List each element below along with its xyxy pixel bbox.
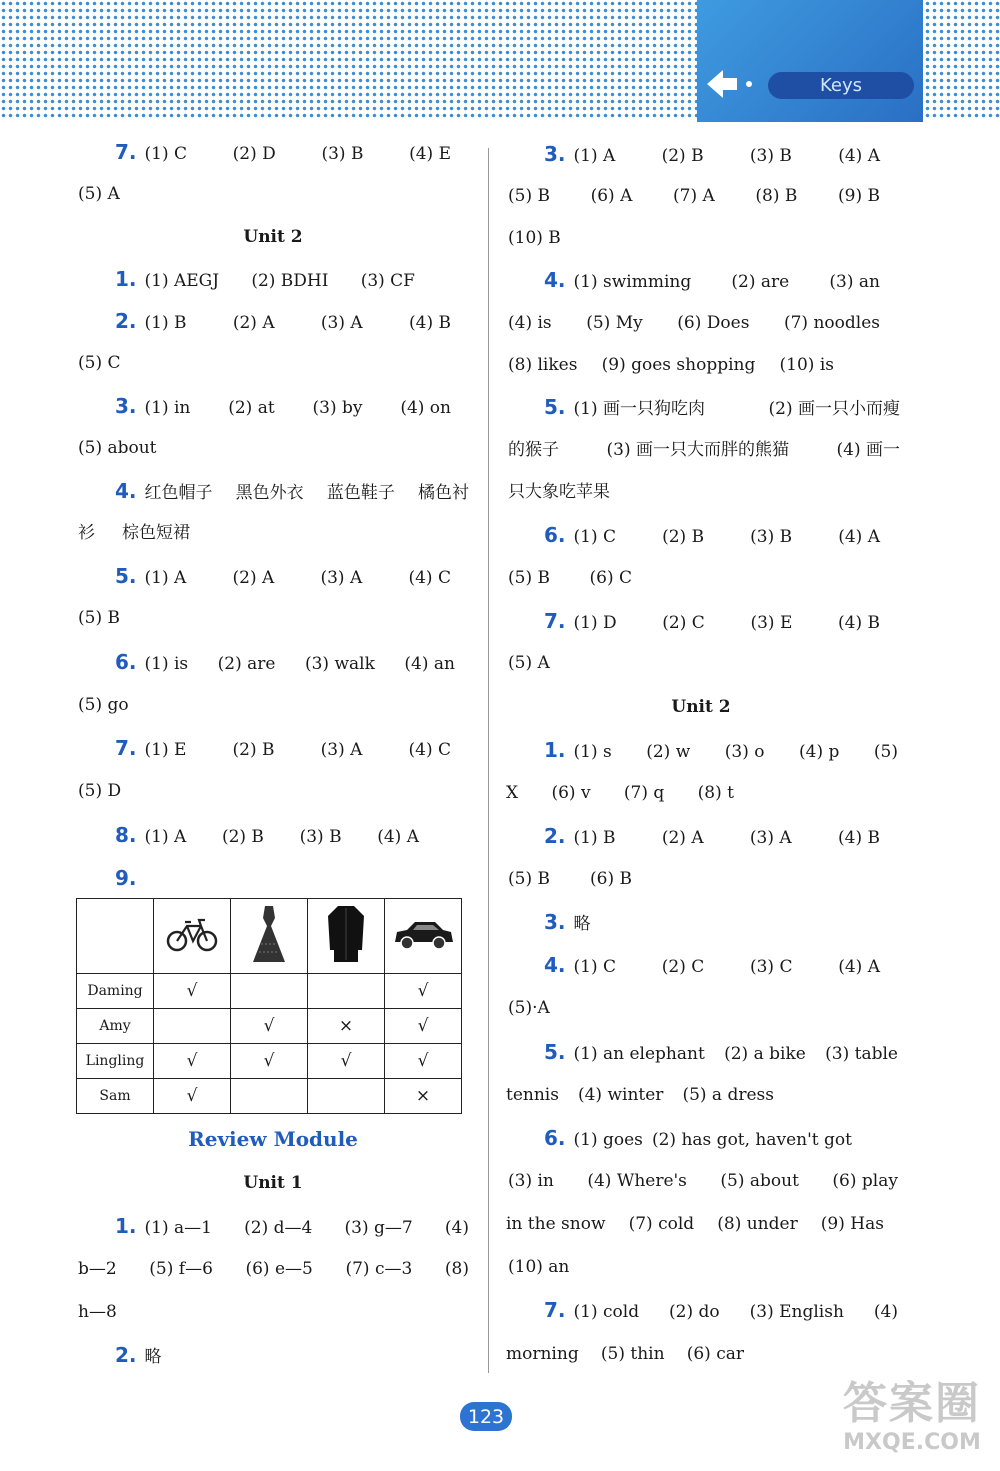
answer: (5) about [720,1171,799,1191]
answer: (2) A [232,313,275,333]
answer: (8) t [697,783,734,803]
right-u6-line1 [544,1126,852,1152]
answer: (6) C [589,568,632,588]
right-u1-line2 [506,781,734,805]
question-number: 6. [544,523,566,547]
answer: (4) A [838,957,880,977]
unit-heading: Unit 2 [243,227,303,247]
answer: (6) B [590,869,632,889]
answer: (2) C [662,613,705,633]
answer: (4) winter [577,1085,664,1105]
answer: (4) [444,1218,469,1238]
answer: 略 [144,1347,162,1367]
answer: (5) a dress [682,1085,774,1105]
answer: (5) [873,742,898,762]
answer: (4) B [838,828,880,848]
answer: 略 [573,914,591,934]
question-number: 9. [115,866,137,890]
answer: X [506,783,519,803]
question-number: 3. [115,394,137,418]
right-u4-line2 [508,996,550,1020]
right-q3-line2 [508,184,880,208]
unit-heading: Unit 2 [671,697,731,717]
answer: (2) has got, haven't got [651,1130,852,1150]
answer: (1) C [573,527,617,547]
answer: (2) are [731,272,790,292]
mark-cell [231,1079,308,1114]
answer: (5) B [508,568,550,588]
answer: (2) A [232,568,275,588]
answer: (1) 画一只狗吃肉 [573,399,705,419]
right-u1-line1 [544,738,898,764]
left-q7-line1 [115,140,451,166]
left-q4-line2 [78,521,190,545]
right-q3-line3 [508,226,561,250]
question-number: 2. [115,309,137,333]
mark-cell: × [385,1079,462,1114]
answer: (8) [444,1259,469,1279]
left-r1-line3 [78,1300,117,1324]
question-number: 6. [544,1126,566,1150]
answer: 只大象吃苹果 [508,482,610,502]
mark-cell [231,974,308,1009]
answer: (4) Where's [587,1171,687,1191]
answer: (4) 画一 [836,440,900,460]
question-number: 4. [544,268,566,292]
back-arrow-icon[interactable] [703,66,755,102]
mark-cell: √ [308,1044,385,1079]
question-number: 5. [544,1040,566,1064]
right-q5-line1 [544,395,900,421]
right-q4-line2 [508,311,880,335]
question-number: 5. [115,564,137,588]
answer: (3) B [750,527,793,547]
answer: 蓝色鞋子 [326,483,395,503]
answer: (4) [873,1302,898,1322]
answer: (3) A [749,828,792,848]
mark-cell [154,1009,231,1044]
answer: (1) goes [573,1130,643,1150]
right-q4-line1 [544,268,880,294]
answer: (1) AEGJ [144,271,220,291]
right-q6-line2 [508,566,632,590]
row-name: Lingling [77,1044,154,1079]
answer: b—2 [78,1259,117,1279]
mark-cell [308,1079,385,1114]
keys-panel [697,0,923,122]
answer: (3) B [321,144,364,164]
watermark-url: MXQE.COM [843,1430,981,1455]
answer: (2) A [661,828,704,848]
answer: (1) B [573,828,616,848]
answer: (2) 画一只小而瘦 [768,399,900,419]
answer: (5) A [78,184,120,204]
answer: (7) c—3 [345,1259,413,1279]
right-u2-line1 [544,824,880,850]
answer: (1) a—1 [144,1218,212,1238]
answer: (2) B [661,146,704,166]
answer: (5)·A [508,998,550,1018]
answer: (3) by [312,398,363,418]
column-divider [488,148,489,1373]
answer: (7) noodles [783,313,880,333]
answer: (7) q [623,783,665,803]
right-u5-line1 [544,1040,898,1066]
right-q5-line2 [508,438,900,462]
table-header-car [385,899,462,974]
answer: (5) about [78,438,157,458]
answer: (9) B [838,186,880,206]
answer: 的猴子 [508,440,559,460]
answer: 衫 [78,523,95,543]
question-number: 8. [115,823,137,847]
left-q7b-line2 [78,779,121,803]
mark-cell: √ [385,1009,462,1044]
question-number: 2. [544,824,566,848]
left-q5-line1 [115,564,451,590]
answer: (3) A [320,740,363,760]
answer: (9) goes shopping [601,355,756,375]
question-number: 7. [115,140,137,164]
answer: (3) E [750,613,793,633]
question-number: 4. [544,953,566,977]
right-q7-line2 [508,651,550,675]
answer: (6) Does [677,313,750,333]
right-u6-line3 [506,1212,884,1236]
answer: (7) cold [628,1214,695,1234]
right-q6-line1 [544,523,880,549]
table-row [77,1044,462,1079]
answer: (4) A [377,827,419,847]
left-q7b-line1 [115,736,451,762]
question-number: 1. [115,267,137,291]
answer: (3) CF [360,271,415,291]
question-number: 2. [115,1343,137,1367]
answer: (2) B [662,527,705,547]
answer: (5) My [586,313,643,333]
answer: (3) an [829,272,880,292]
right-u6-line2 [508,1169,898,1193]
answer: (3) o [724,742,765,762]
right-u3-line1 [544,910,591,936]
right-u7-line1 [544,1298,898,1324]
answer: (4) E [409,144,451,164]
left-q6-line1 [115,650,455,676]
answer: (1) A [573,146,616,166]
answer: (3) English [749,1302,844,1322]
answer: (4) on [400,398,451,418]
watermark-text: 答案圈 [843,1378,981,1429]
keys-label: Keys [768,72,914,99]
right-u6-line4 [508,1255,569,1279]
answer: (1) swimming [573,272,692,292]
answer: (2) w [646,742,691,762]
left-q2-line2 [78,351,121,375]
answer: (6) car [686,1344,744,1364]
answer: (3) B [749,146,792,166]
table-row [77,974,462,1009]
answer: (1) C [144,144,188,164]
mark-cell: √ [231,1044,308,1079]
left-q7-line2 [78,182,120,206]
answer: (6) play [832,1171,898,1191]
answer: (5) C [78,353,121,373]
answer: (8) under [717,1214,798,1234]
answer: (10) B [508,228,561,248]
answer: (3) in [508,1171,554,1191]
answer: (4) an [404,654,455,674]
dress-icon [249,904,289,964]
answer: 棕色短裙 [122,523,190,543]
answer: (5) f—6 [149,1259,213,1279]
question-number: 6. [115,650,137,674]
question-number: 3. [544,910,566,934]
left-q5-line2 [78,606,120,630]
answer: (9) Has [820,1214,884,1234]
answer: (3) table [825,1044,898,1064]
left-q3-line1 [115,394,451,420]
answer: (1) A [144,827,187,847]
mark-cell [308,974,385,1009]
answer: (5) B [508,186,550,206]
question-number: 7. [544,609,566,633]
row-name: Daming [77,974,154,1009]
answer: (6) e—5 [245,1259,313,1279]
table-header-bicycle [154,899,231,974]
answer: in the snow [506,1214,606,1234]
mark-cell: √ [385,974,462,1009]
answer: (2) C [661,957,705,977]
answer: (3) walk [304,654,375,674]
table-header-coat [308,899,385,974]
answer: (1) cold [573,1302,640,1322]
answer: (4) p [799,742,840,762]
question-number: 1. [115,1214,137,1238]
answer: (2) B [232,740,275,760]
review-module-title: Review Module [188,1127,358,1151]
answer: (2) D [232,144,276,164]
mark-cell: √ [154,1079,231,1114]
left-q9-label [115,866,145,890]
answer: (2) BDHI [251,271,329,291]
answer: (2) are [217,654,276,674]
answer: h—8 [78,1302,117,1322]
answer: (4) C [408,740,451,760]
answer: (5) B [78,608,120,628]
answer: (1) A [144,568,187,588]
left-q4-line1 [115,479,469,505]
right-q3-line1 [544,142,880,168]
table-row [77,1009,462,1044]
mark-cell: √ [154,974,231,1009]
answer: (1) is [144,654,189,674]
right-u7-line2 [506,1342,744,1366]
answer: (4) B [409,313,451,333]
watermark [832,1378,992,1468]
answer: (4) C [408,568,451,588]
question-number: 1. [544,738,566,762]
answer: (2) a bike [724,1044,806,1064]
answer: (1) an elephant [573,1044,705,1064]
left-q8-line1 [115,823,419,849]
answer: (4) A [838,146,880,166]
answer: (1) B [144,313,187,333]
question-number: 7. [115,736,137,760]
bicycle-icon [165,914,219,954]
left-r1-line2 [78,1257,469,1281]
left-q2-line1 [115,309,451,335]
car-icon [391,916,455,952]
answer: (3) B [299,827,342,847]
answer: (1) E [144,740,187,760]
answer: (8) B [755,186,798,206]
answer: (5) B [508,869,550,889]
answer: (3) g—7 [344,1218,413,1238]
right-q4-line3 [508,353,834,377]
answer: (5) thin [600,1344,665,1364]
answer: 红色帽子 [144,483,213,503]
answer: (2) B [221,827,264,847]
answer: (6) v [551,783,591,803]
table-header-dress [231,899,308,974]
left-r1-line1 [115,1214,469,1240]
answer: (1) D [573,613,617,633]
answer: (3) C [749,957,793,977]
row-name: Sam [77,1079,154,1114]
answer: 橘色衬 [417,483,469,503]
mark-cell: × [308,1009,385,1044]
question-number: 3. [544,142,566,166]
left-r2-line1 [115,1343,162,1369]
answer: (3) A [320,568,363,588]
left-q6-line2 [78,693,129,717]
answer: morning [506,1344,579,1364]
answer: (3) 画一只大而胖的熊猫 [606,440,789,460]
answer: (7) A [673,186,715,206]
mark-cell: √ [385,1044,462,1079]
unit-heading: Unit 1 [243,1173,303,1193]
question-number: 7. [544,1298,566,1322]
answer: (4) A [838,527,880,547]
table-corner-cell [77,899,154,974]
answer: (4) is [508,313,552,333]
page-number: 123 [460,1402,512,1431]
answer: (1) C [573,957,617,977]
right-u5-line2 [506,1083,774,1107]
left-q1-line1 [115,267,415,293]
row-name: Amy [77,1009,154,1044]
right-q5-line3 [508,480,610,504]
left-q3-line2 [78,436,157,460]
right-u4-line1 [544,953,880,979]
answer: (4) B [838,613,880,633]
question-number: 4. [115,479,137,503]
answer: (8) likes [508,355,578,375]
question-number: 5. [544,395,566,419]
answer: (2) d—4 [244,1218,313,1238]
coat-icon [326,904,366,964]
answer: 黑色外衣 [235,483,304,503]
right-q7-line1 [544,609,880,635]
answer: (5) D [78,781,122,801]
table-row [77,1079,462,1114]
answer: (10) an [508,1257,570,1277]
mark-cell: √ [231,1009,308,1044]
mark-cell: √ [154,1044,231,1079]
answer: (6) A [590,186,633,206]
answer: tennis [506,1085,559,1105]
answer: (3) A [320,313,363,333]
clothing-table [76,898,462,1114]
answer: (1) s [573,742,612,762]
answer: (5) A [508,653,550,673]
answer: (10) is [779,355,834,375]
answer: (5) go [78,695,129,715]
answer: (2) do [669,1302,720,1322]
right-u2-line2 [508,867,632,891]
answer: (2) at [228,398,275,418]
answer: (1) in [144,398,191,418]
